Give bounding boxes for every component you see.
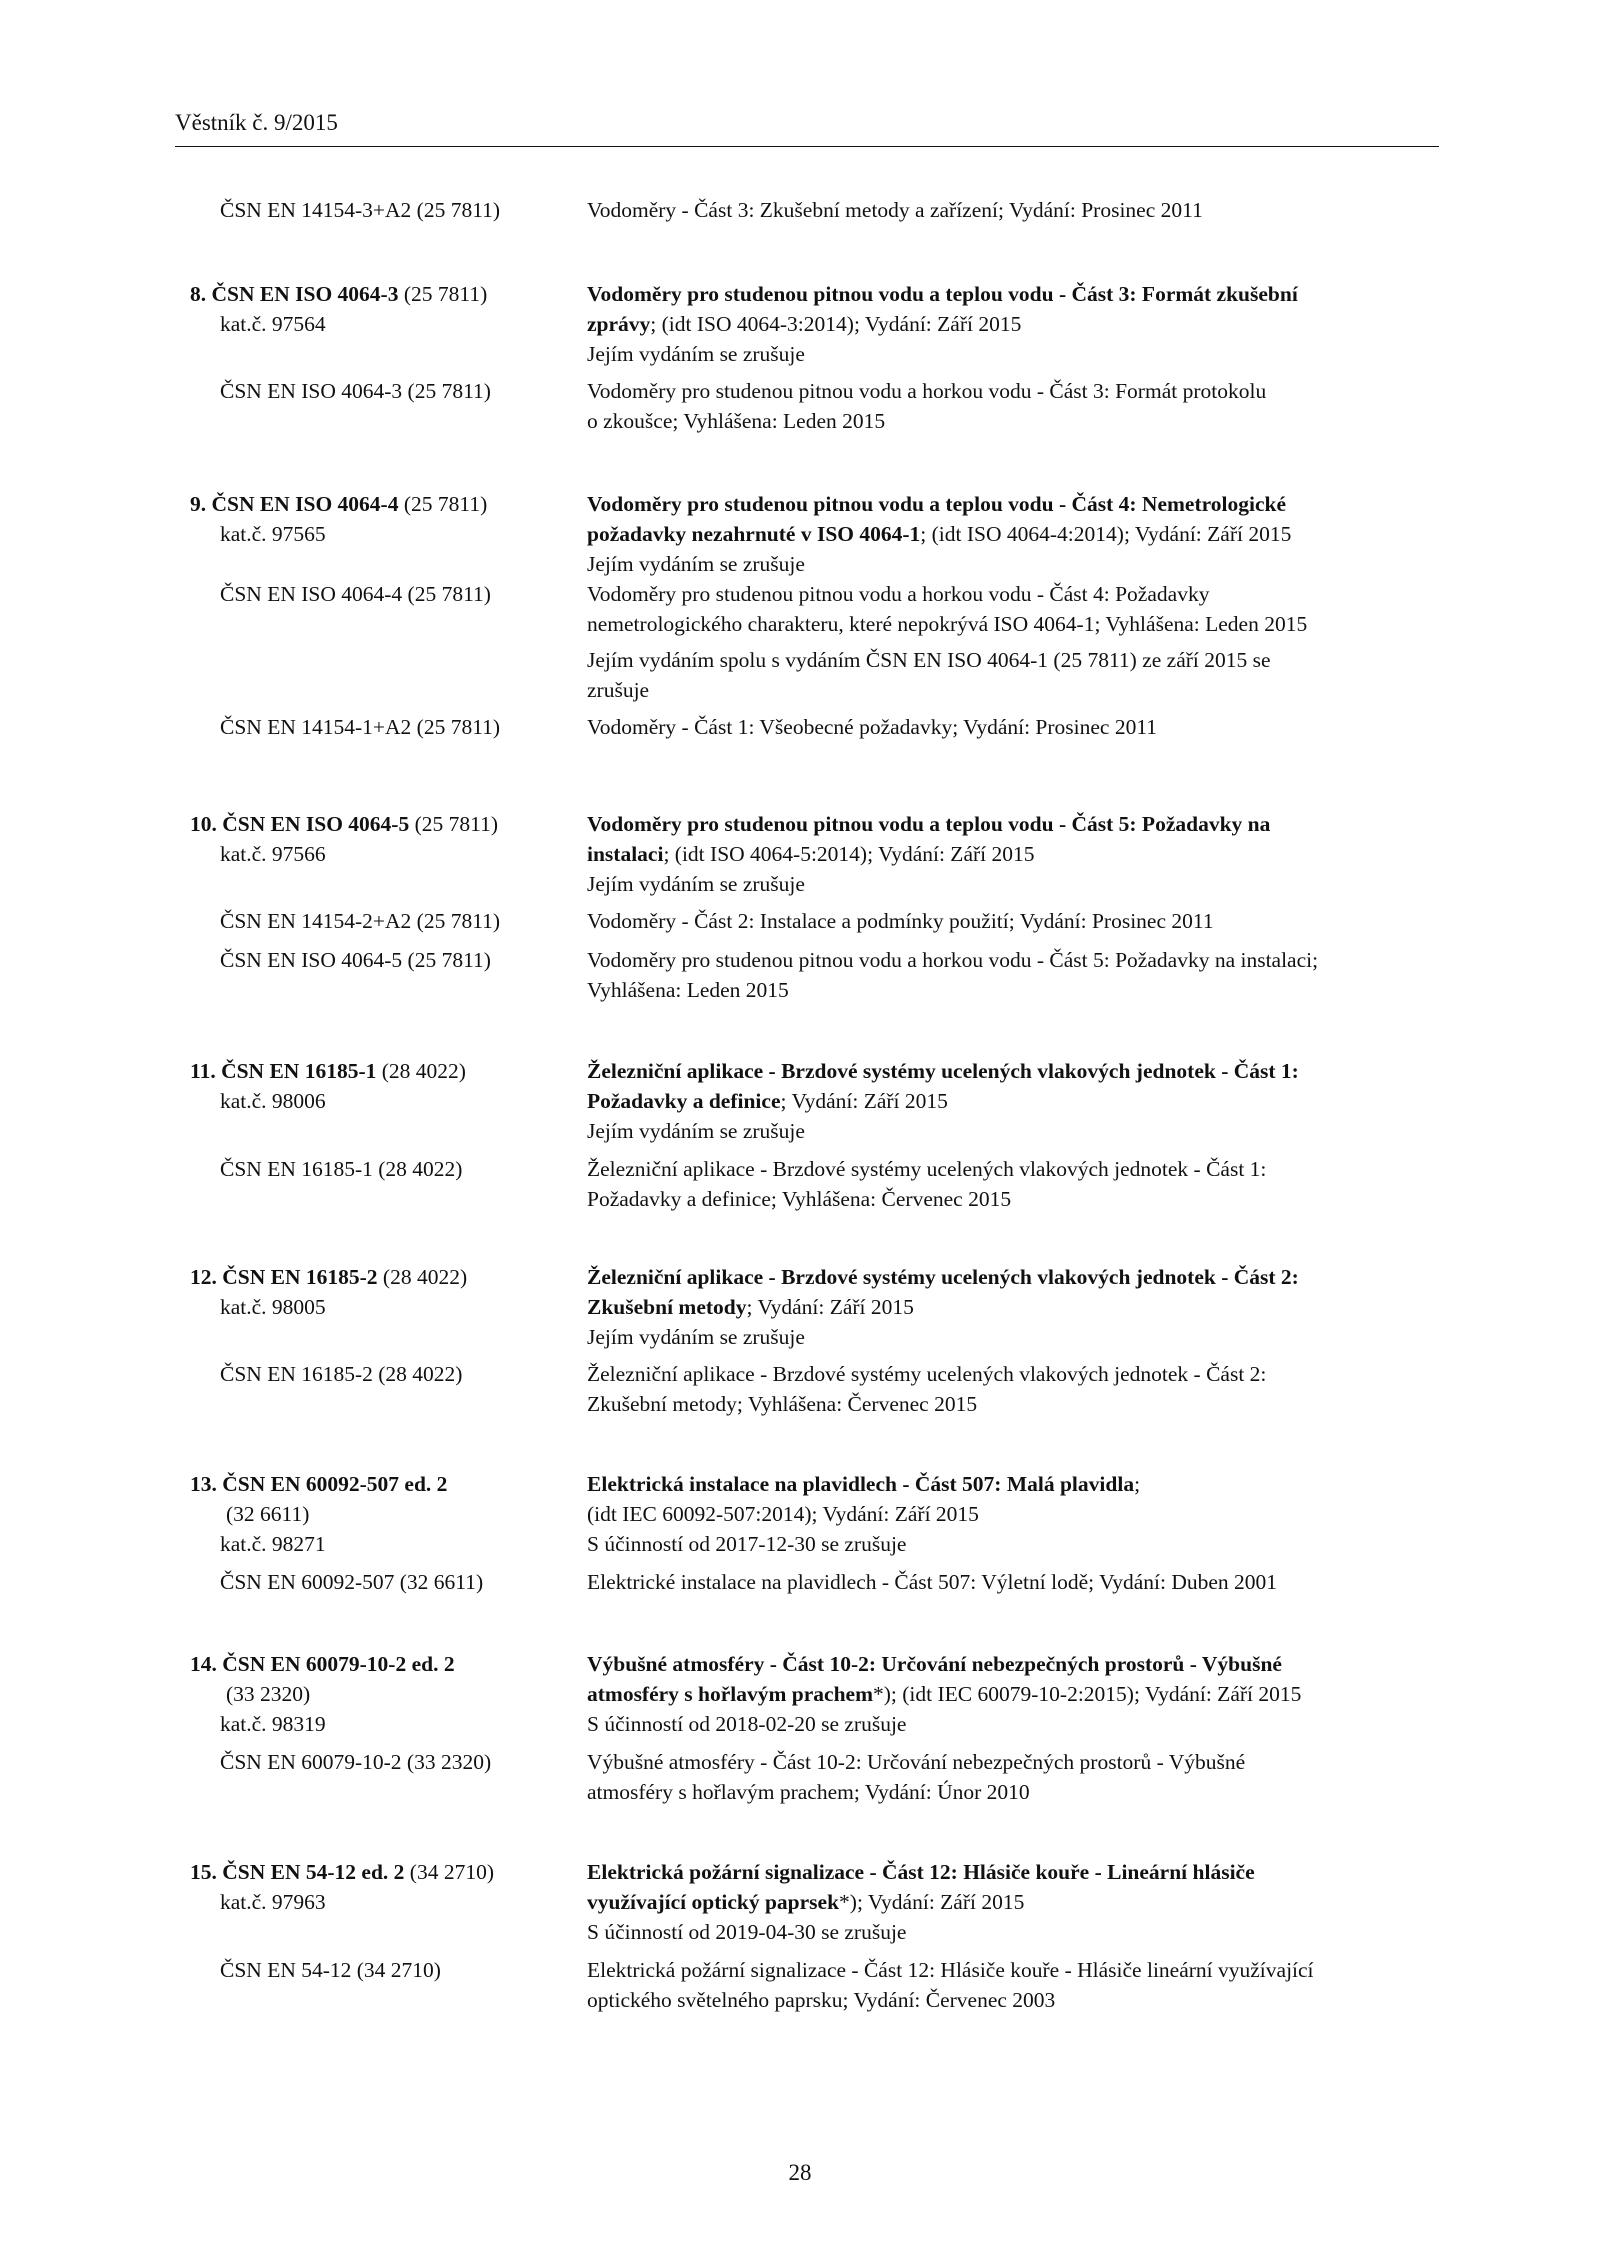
entry-title-cont: Požadavky a definice; Vydání: Září 2015 xyxy=(587,1089,948,1113)
old-standard-title: Vodoměry pro studenou pitnou vodu a horkou vodu - Část 3: Formát protokolu xyxy=(587,379,1267,403)
old-standard-code: ČSN EN 60092-507 (32 6611) xyxy=(220,1570,484,1594)
entry-code: 9. ČSN EN ISO 4064-4 (25 7811) xyxy=(190,492,488,516)
entry-code: 15. ČSN EN 54-12 ed. 2 (34 2710) xyxy=(190,1860,494,1884)
entry-title: Vodoměry pro studenou pitnou vodu a teplou vodu - Část 4: Nemetrologické xyxy=(587,492,1287,516)
entry-code: 12. ČSN EN 16185-2 (28 4022) xyxy=(190,1265,468,1289)
old-standard-code: ČSN EN ISO 4064-3 (25 7811) xyxy=(220,379,491,403)
entry-code: 10. ČSN EN ISO 4064-5 (25 7811) xyxy=(190,812,498,836)
old-standard-title-cont: Vyhlášena: Leden 2015 xyxy=(587,978,789,1002)
old-standard-code: ČSN EN 60079-10-2 (33 2320) xyxy=(220,1750,492,1774)
cancel-note: S účinností od 2017-12-30 se zrušuje xyxy=(587,1532,907,1556)
entry-catalog-number: kat.č. 98005 xyxy=(220,1295,326,1319)
old-standard-code: ČSN EN ISO 4064-4 (25 7811) xyxy=(220,582,491,606)
entry-title-cont: instalaci; (idt ISO 4064-5:2014); Vydání: Září 2015 xyxy=(587,842,1035,866)
page-header-title: Věstník č. 9/2015 xyxy=(175,110,338,135)
cancel-note: Jejím vydáním se zrušuje xyxy=(587,1325,805,1349)
entry-title: Elektrická instalace na plavidlech - Část 507: Malá plavidla; xyxy=(587,1472,1141,1496)
cancel-note-cont: zrušuje xyxy=(587,678,650,702)
cancel-note: S účinností od 2019-04-30 se zrušuje xyxy=(587,1920,907,1944)
entry-title-cont: zprávy; (idt ISO 4064-3:2014); Vydání: Září 2015 xyxy=(587,312,1022,336)
old-standard-code: ČSN EN ISO 4064-5 (25 7811) xyxy=(220,948,491,972)
old-standard-title: Výbušné atmosféry - Část 10-2: Určování nebezpečných prostorů - Výbušné xyxy=(587,1750,1246,1774)
entry-code: 14. ČSN EN 60079-10-2 ed. 2 xyxy=(190,1652,455,1676)
entry-catalog-number: kat.č. 98271 xyxy=(220,1532,326,1556)
entry-catalog-number: kat.č. 97564 xyxy=(220,312,326,336)
entry-title-cont: (idt IEC 60092-507:2014); Vydání: Září 2015 xyxy=(587,1502,979,1526)
entry-catalog-number: kat.č. 97963 xyxy=(220,1890,326,1914)
entry-title-cont: využívající optický paprsek*); Vydání: Září 2015 xyxy=(587,1890,1025,1914)
old-standard-title: Vodoměry pro studenou pitnou vodu a horkou vodu - Část 5: Požadavky na instalaci; xyxy=(587,948,1319,972)
entry-title: Vodoměry pro studenou pitnou vodu a teplou vodu - Část 5: Požadavky na xyxy=(587,812,1271,836)
cancel-note: Jejím vydáním se zrušuje xyxy=(587,552,805,576)
old-standard-code: ČSN EN 16185-1 (28 4022) xyxy=(220,1157,463,1181)
cancel-note: S účinností od 2018-02-20 se zrušuje xyxy=(587,1712,907,1736)
entry-title-cont: atmosféry s hořlavým prachem*); (idt IEC 60079-10-2:2015); Vydání: Září 2015 xyxy=(587,1682,1302,1706)
old-standard-code: ČSN EN 14154-1+A2 (25 7811) xyxy=(220,715,501,739)
entry-catalog-number: kat.č. 98319 xyxy=(220,1712,326,1736)
entry-code: 13. ČSN EN 60092-507 ed. 2 xyxy=(190,1472,448,1496)
entry-title: Elektrická požární signalizace - Část 12: Hlásiče kouře - Lineární hlásiče xyxy=(587,1860,1255,1884)
entry-title: Výbušné atmosféry - Část 10-2: Určování nebezpečných prostorů - Výbušné xyxy=(587,1652,1282,1676)
entry-title-cont: Zkušební metody; Vydání: Září 2015 xyxy=(587,1295,914,1319)
old-standard-title: Vodoměry pro studenou pitnou vodu a horkou vodu - Část 4: Požadavky xyxy=(587,582,1210,606)
entry-class-number: (32 6611) xyxy=(226,1502,310,1526)
old-standard-code: ČSN EN 54-12 (34 2710) xyxy=(220,1958,441,1982)
cancel-note: Jejím vydáním se zrušuje xyxy=(587,342,805,366)
entry-class-number: (33 2320) xyxy=(226,1682,311,1706)
entry-title: Železniční aplikace - Brzdové systémy ucelených vlakových jednotek - Část 2: xyxy=(587,1265,1299,1289)
cancel-note: Jejím vydáním se zrušuje xyxy=(587,1119,805,1143)
old-standard-title: Vodoměry - Část 2: Instalace a podmínky použití; Vydání: Prosinec 2011 xyxy=(587,909,1214,933)
old-standard-code: ČSN EN 16185-2 (28 4022) xyxy=(220,1362,463,1386)
old-standard-title-cont: Požadavky a definice; Vyhlášena: Červenec 2015 xyxy=(587,1187,1012,1211)
entry-catalog-number: kat.č. 97565 xyxy=(220,522,326,546)
old-standard-title-cont: optického světelného paprsku; Vydání: Červenec 2003 xyxy=(587,1988,1056,2012)
cancel-note: Jejím vydáním se zrušuje xyxy=(587,872,805,896)
entry-code: 11. ČSN EN 16185-1 (28 4022) xyxy=(190,1059,466,1083)
old-standard-code: ČSN EN 14154-3+A2 (25 7811) xyxy=(220,198,501,222)
old-standard-title: Železniční aplikace - Brzdové systémy ucelených vlakových jednotek - Část 2: xyxy=(587,1362,1267,1386)
entry-code: 8. ČSN EN ISO 4064-3 (25 7811) xyxy=(190,282,488,306)
cancel-note: Jejím vydáním spolu s vydáním ČSN EN ISO 4064-1 (25 7811) ze září 2015 se xyxy=(587,648,1271,672)
old-standard-title-cont: Zkušební metody; Vyhlášena: Červenec 2015 xyxy=(587,1392,978,1416)
old-standard-code: ČSN EN 14154-2+A2 (25 7811) xyxy=(220,909,501,933)
old-standard-title-cont: o zkoušce; Vyhlášena: Leden 2015 xyxy=(587,409,886,433)
old-standard-title-cont: nemetrologického charakteru, které nepokrývá ISO 4064-1; Vyhlášena: Leden 2015 xyxy=(587,612,1308,636)
page-number: 28 xyxy=(788,2160,812,2185)
entry-title-cont: požadavky nezahrnuté v ISO 4064-1; (idt ISO 4064-4:2014); Vydání: Září 2015 xyxy=(587,522,1292,546)
old-standard-title: Elektrické instalace na plavidlech - Část 507: Výletní lodě; Vydání: Duben 2001 xyxy=(587,1570,1278,1594)
header-rule xyxy=(175,146,1439,147)
entry-catalog-number: kat.č. 98006 xyxy=(220,1089,326,1113)
entry-title: Železniční aplikace - Brzdové systémy ucelených vlakových jednotek - Část 1: xyxy=(587,1059,1299,1083)
old-standard-title: Elektrická požární signalizace - Část 12: Hlásiče kouře - Hlásiče lineární využívající xyxy=(587,1958,1314,1982)
old-standard-title: Vodoměry - Část 1: Všeobecné požadavky; Vydání: Prosinec 2011 xyxy=(587,715,1158,739)
entry-title: Vodoměry pro studenou pitnou vodu a teplou vodu - Část 3: Formát zkušební xyxy=(587,282,1298,306)
entry-catalog-number: kat.č. 97566 xyxy=(220,842,326,866)
old-standard-title: Železniční aplikace - Brzdové systémy ucelených vlakových jednotek - Část 1: xyxy=(587,1157,1267,1181)
old-standard-title-cont: atmosféry s hořlavým prachem; Vydání: Únor 2010 xyxy=(587,1780,1030,1804)
old-standard-title: Vodoměry - Část 3: Zkušební metody a zařízení; Vydání: Prosinec 2011 xyxy=(587,198,1203,222)
